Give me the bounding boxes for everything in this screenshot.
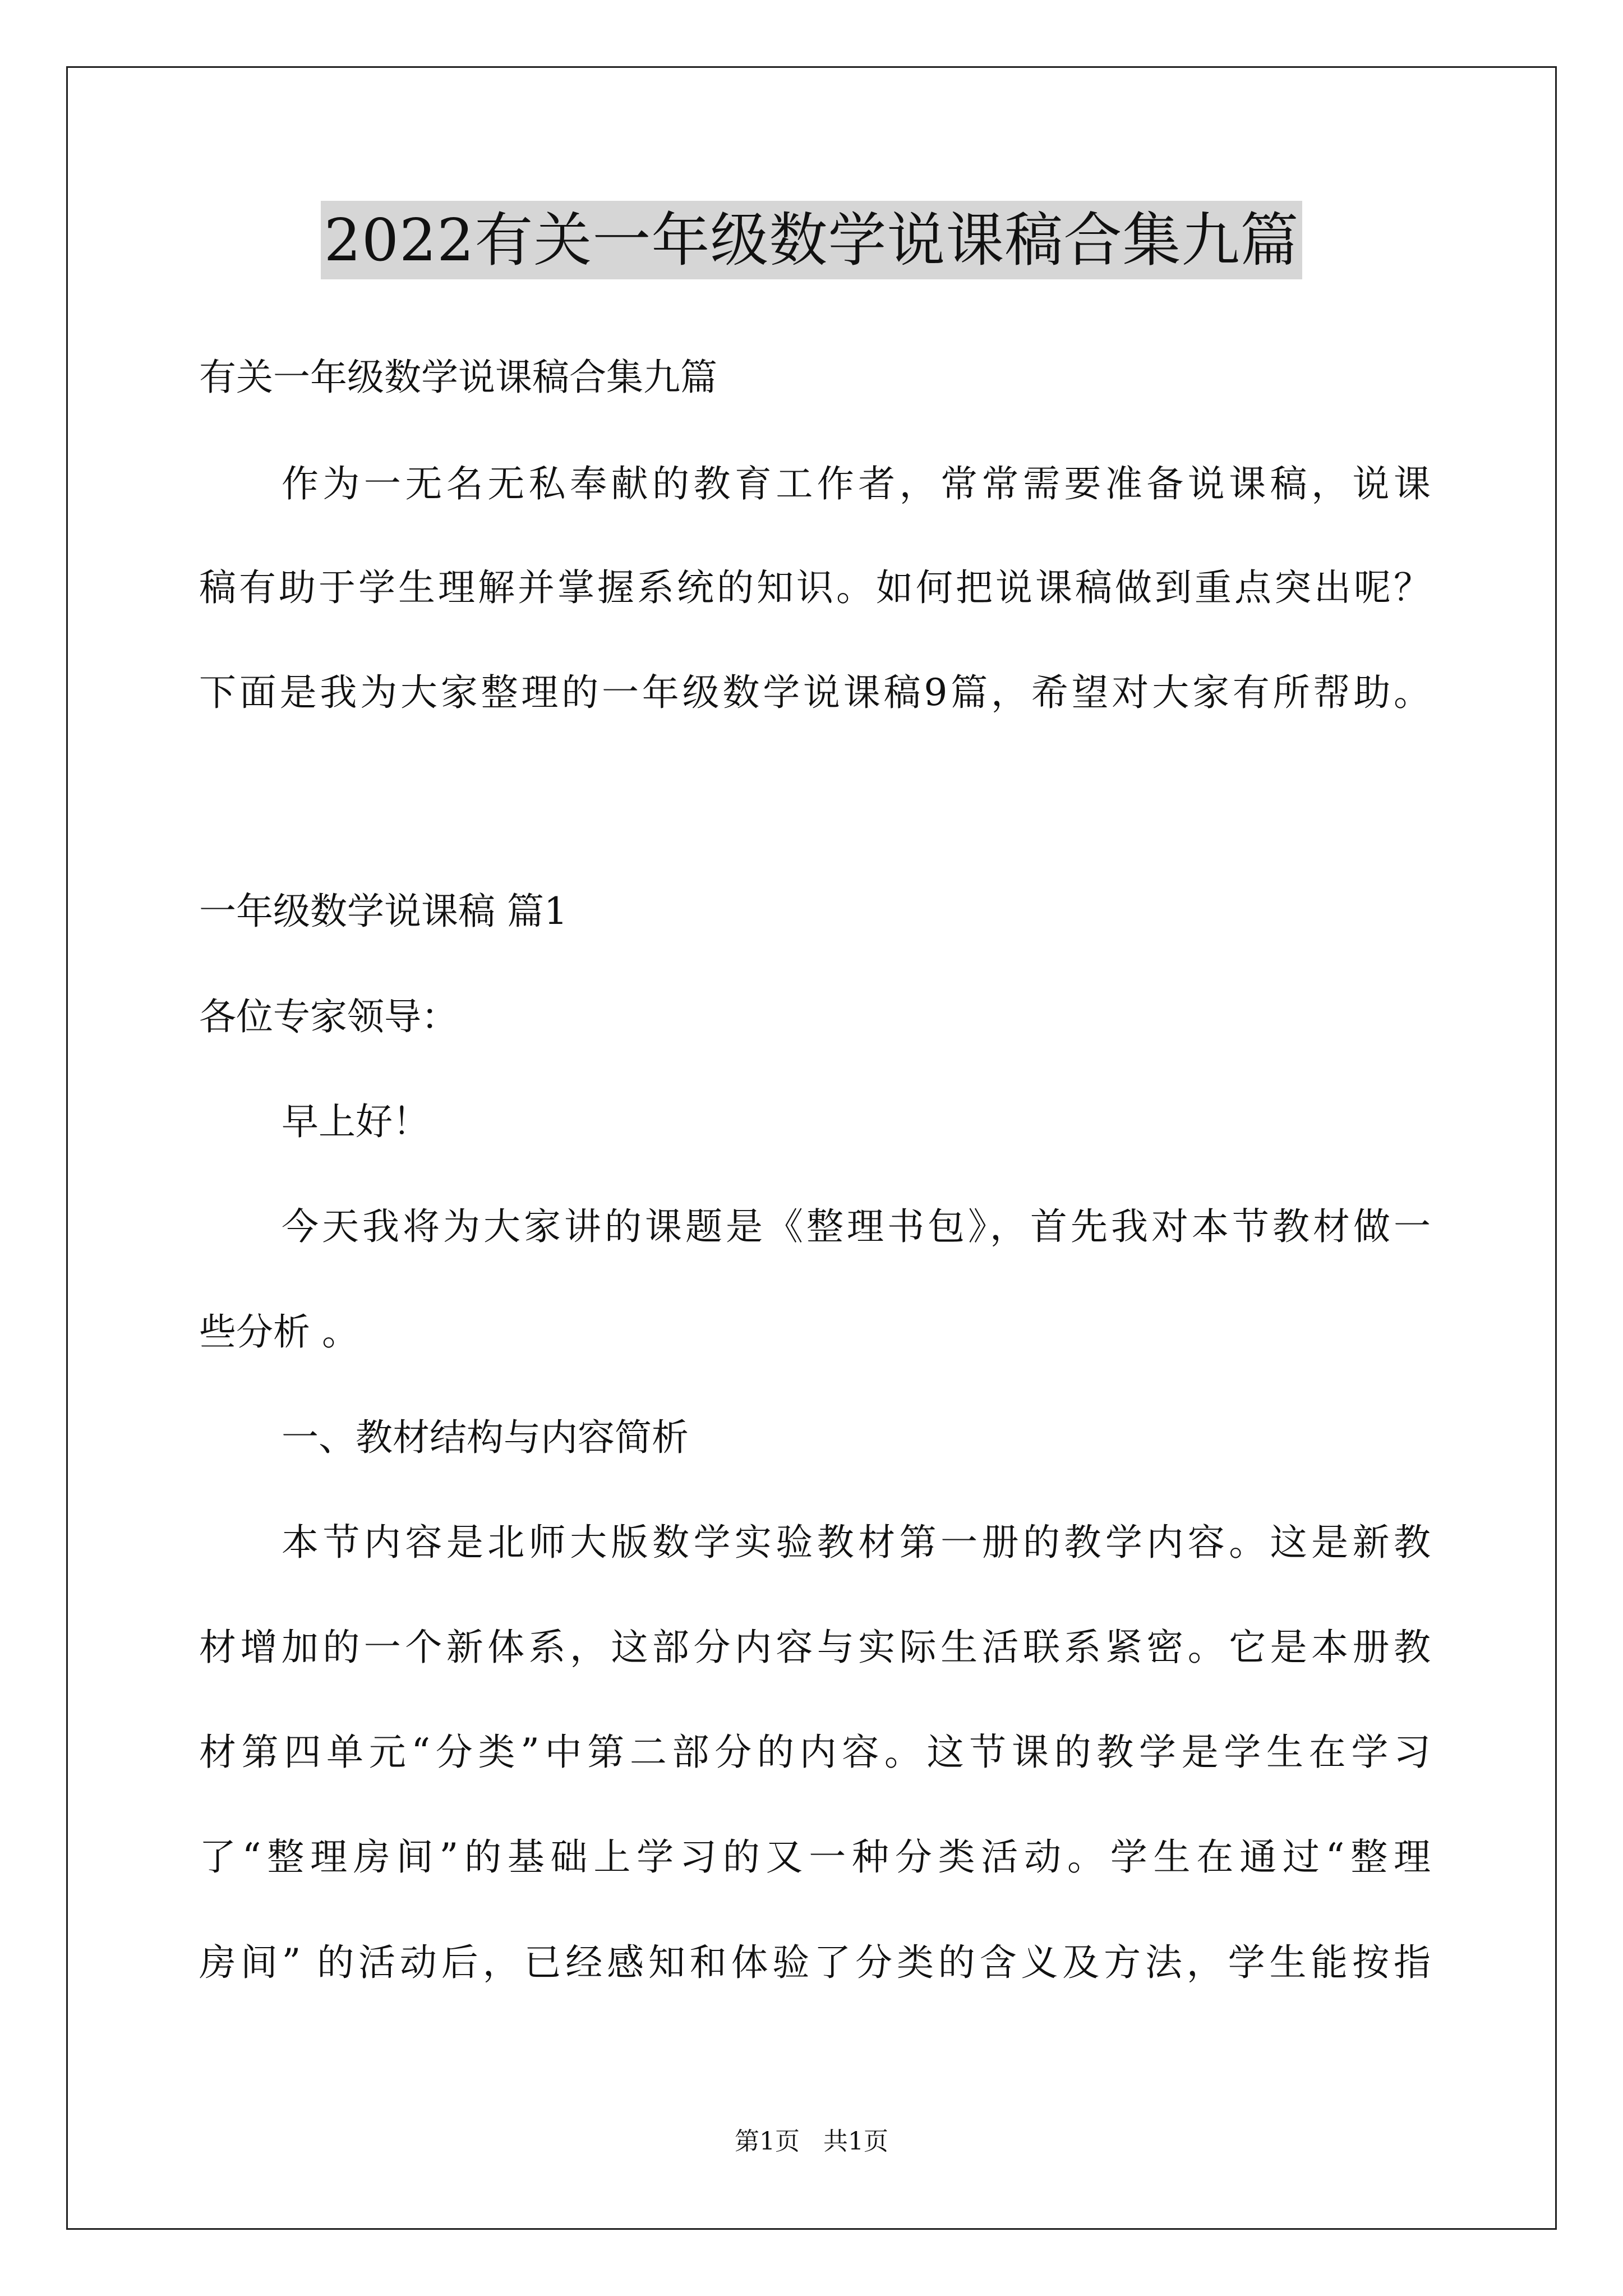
greeting-line: 早上好！ bbox=[282, 1100, 430, 1143]
section-heading: 一年级数学说课稿 篇1 bbox=[199, 890, 568, 933]
subheading-line: 一、教材结构与内容简析 bbox=[282, 1416, 689, 1459]
title-container bbox=[0, 201, 1623, 279]
paragraph-line: 材增加的一个新体系，这部分内容与实际生活联系紧密。它是本册教 bbox=[199, 1626, 1431, 1669]
page-footer: 第1页 共1页 bbox=[735, 2127, 888, 2156]
salutation-line: 各位专家领导： bbox=[199, 995, 458, 1038]
paragraph-line: 今天我将为大家讲的课题是《整理书包》，首先我对本节教材做一 bbox=[282, 1205, 1431, 1248]
paragraph-line: 下面是我为大家整理的一年级数学说课稿9篇，希望对大家有所帮助。 bbox=[199, 671, 1431, 714]
paragraph-line: 材第四单元“分类”中第二部分的内容。这节课的教学是学生在学习 bbox=[199, 1731, 1431, 1774]
document-title: 2022有关一年级数学说课稿合集九篇 bbox=[321, 201, 1303, 279]
paragraph-line: 房间” 的活动后，已经感知和体验了分类的含义及方法，学生能按指 bbox=[199, 1941, 1431, 1984]
paragraph-line: 本节内容是北师大版数学实验教材第一册的教学内容。这是新教 bbox=[282, 1521, 1431, 1564]
paragraph-line: 些分析 。 bbox=[199, 1310, 359, 1354]
paragraph-line: 作为一无名无私奉献的教育工作者，常常需要准备说课稿，说课 bbox=[282, 462, 1431, 505]
paragraph-line: 稿有助于学生理解并掌握系统的知识。如何把说课稿做到重点突出呢？ bbox=[199, 566, 1431, 609]
subtitle-line: 有关一年级数学说课稿合集九篇 bbox=[199, 356, 717, 399]
paragraph-line: 了“整理房间”的基础上学习的又一种分类活动。学生在通过“整理 bbox=[199, 1835, 1431, 1879]
